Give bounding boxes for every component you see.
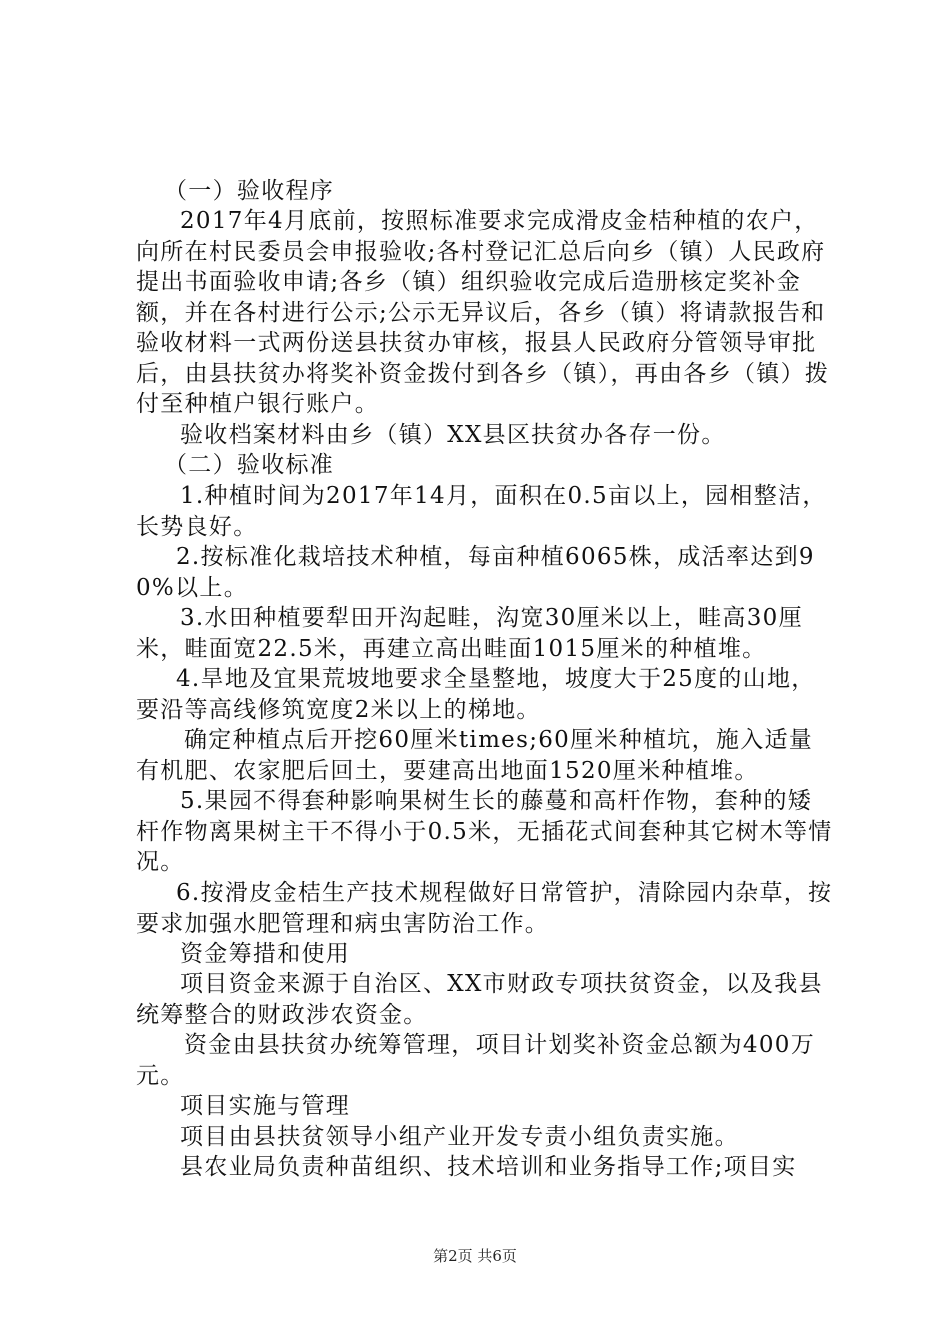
page-footer: 第2页 共6页 [433, 1247, 517, 1265]
standard-item-4: 4.旱地及宜果荒坡地要求全垦整地，坡度大于25度的山地，要沿等高线修筑宽度2米以上的梯地。 [136, 666, 816, 723]
paragraph-funding-management: 资金由县扶贫办统筹管理，项目计划奖补资金总额为400万元。 [136, 1032, 815, 1089]
standard-item-6: 6.按滑皮金桔生产技术规程做好日常管护，清除园内杂草，按要求加强水肥管理和病虫害防治工作。 [136, 880, 833, 937]
standard-item-5: 5.果园不得套种影响果树生长的藤蔓和高杆作物，套种的矮杆作物离果树主干不得小于0.5米，无插花式间套种其它树木等情况。 [136, 788, 833, 875]
paragraph-planting-pit: 确定种植点后开挖60厘米times;60厘米种植坑，施入适量有机肥、农家肥后回土，要建高出地面1520厘米种植堆。 [136, 727, 814, 784]
paragraph-funding-source: 项目资金来源于自治区、XX市财政专项扶贫资金，以及我县统筹整合的财政涉农资金。 [136, 971, 823, 1028]
section-heading-funding: 资金筹措和使用 [180, 941, 351, 967]
section-heading-acceptance-procedure: （一）验收程序 [164, 178, 335, 204]
standard-item-1: 1.种植时间为2017年14月，面积在0.5亩以上，园相整洁，长势良好。 [136, 483, 827, 540]
paragraph-implementation-team: 项目由县扶贫领导小组产业开发专责小组负责实施。 [180, 1124, 739, 1150]
standard-item-2: 2.按标准化栽培技术种植，每亩种植6065株，成活率达到90%以上。 [136, 544, 815, 601]
paragraph-procedure: 2017年4月底前，按照标准要求完成滑皮金桔种植的农户，向所在村民委员会申报验收;各村登记汇总后向乡（镇）人民政府提出书面验收申请;各乡（镇）组织验收完成后造册核定奖补金额，并在各村进行公示;公示无异议后，各乡（镇）将请款报告和验收材料一式两份送县扶贫办审核，报县人民政府分管领导审批后，由县扶贫办将奖补资金拨付到各乡（镇），再由各乡（镇）拨付至种植户银行账户。 [136, 208, 830, 417]
standard-item-3: 3.水田种植要犁田开沟起畦，沟宽30厘米以上，畦高30厘米，畦面宽22.5米，再建立高出畦面1015厘米的种植堆。 [136, 605, 803, 662]
section-heading-acceptance-standard: （二）验收标准 [164, 452, 335, 478]
paragraph-archive: 验收档案材料由乡（镇）XX县区扶贫办各存一份。 [180, 422, 726, 448]
paragraph-agriculture-bureau: 县农业局负责种苗组织、技术培训和业务指导工作;项目实 [180, 1154, 797, 1180]
section-heading-implementation: 项目实施与管理 [180, 1093, 351, 1119]
